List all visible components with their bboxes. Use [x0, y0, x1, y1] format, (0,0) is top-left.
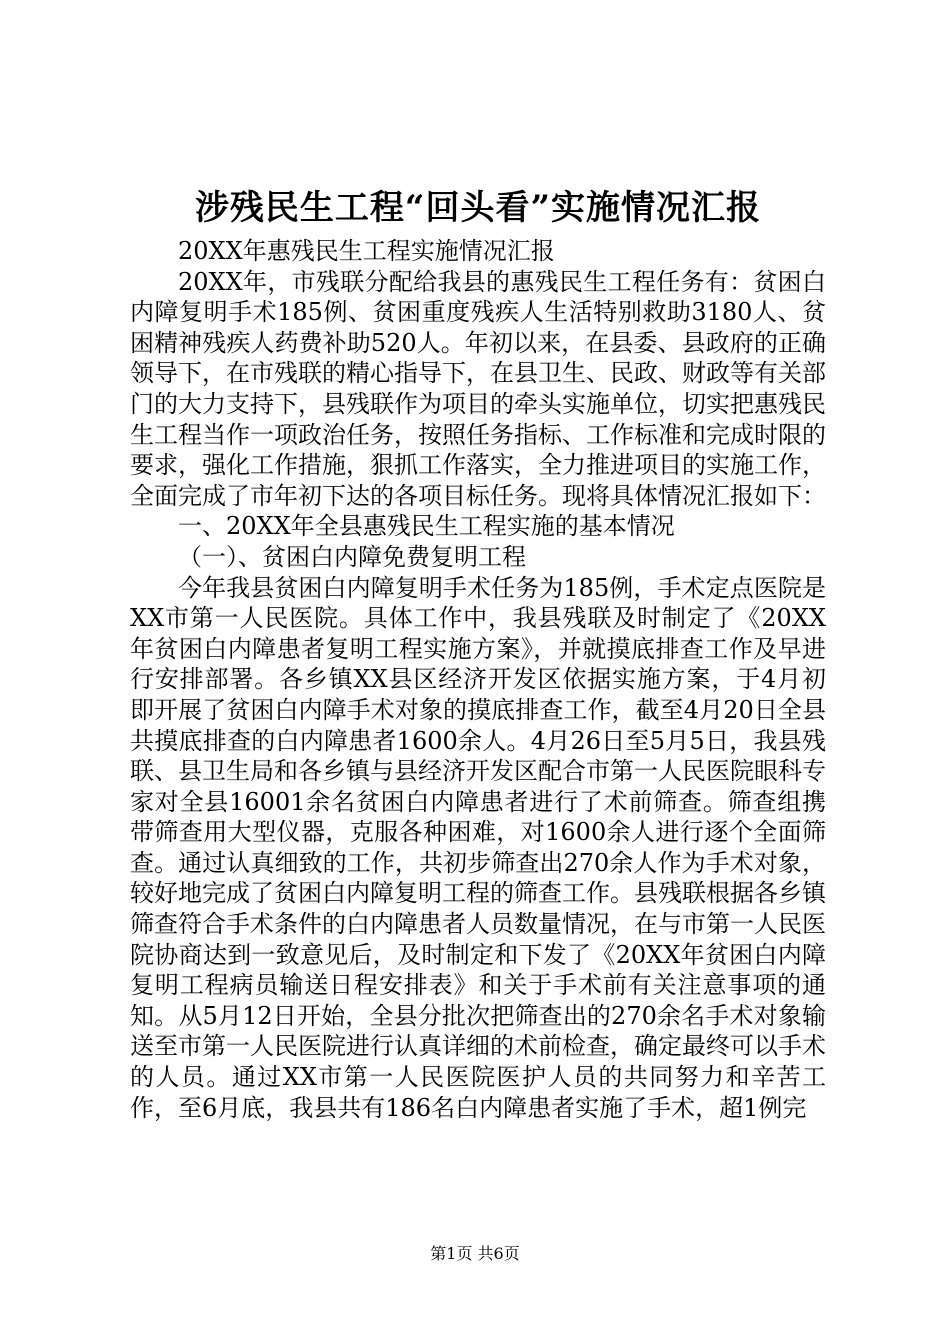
document-title: 涉残民生工程“回头看”实施情况汇报	[194, 188, 762, 228]
subsection-heading: （一）、贫困白内障免费复明工程	[178, 542, 526, 571]
section-heading: 一、20XX年全县惠残民生工程实施的基本情况	[178, 512, 675, 541]
subtitle-paragraph: 20XX年惠残民生工程实施情况汇报	[178, 237, 555, 265]
document-body	[130, 236, 826, 1123]
page-footer: 第1页 共6页	[430, 1244, 520, 1263]
cataract-paragraph: 今年我县贫困白内障复明手术任务为185例，手术定点医院是XX市第一人民医院。具体工作中，我县残联及时制定了《20XX年贫困白内障患者复明工程实施方案》，并就摸底排查工作及早进行安排部署。各乡镇XX县区经济开发区依据实施方案，于4月初即开展了贫困白内障手术对象的摸底排查工作，截至4月20日全县共摸底排查的白内障患者1600余人。4月26日至5月5日，我县残联、县卫生局和各乡镇与县经济开发区配合市第一人民医院眼科专家对全县16001余名贫困白内障患者进行了术前筛查。筛查组携带筛查用大型仪器，克服各种困难，对1600余人进行逐个全面筛查。通过认真细致的工作，共初步筛查出270余人作为手术对象，较好地完成了贫困白内障复明工程的筛查工作。县残联根据各乡镇筛查符合手术条件的白内障患者人员数量情况，在与市第一人民医院协商达到一致意见后，及时制定和下发了《20XX年贫困白内障复明工程病员输送日程安排表》和关于手术前有关注意事项的通知。从5月12日开始，全县分批次把筛查出的270余名手术对象输送至市第一人民医院进行认真详细的术前检查，确定最终可以手术的人员。通过XX市第一人民医院医护人员的共同努力和辛苦工作，至6月底，我县共有186名白内障患者实施了手术，超1例完	[130, 573, 826, 1122]
intro-paragraph: 20XX年，市残联分配给我县的惠残民生工程任务有：贫困白内障复明手术185例、贫困重度残疾人生活特别救助3180人、贫困精神残疾人药费补助520人。年初以来，在县委、县政府的正确领导下，在市残联的精心指导下，在县卫生、民政、财政等有关部门的大力支持下，县残联作为项目的牵头实施单位，切实把惠残民生工程当作一项政治任务，按照任务指标、工作标准和完成时限的要求，强化工作措施，狠抓工作落实，全力推进项目的实施工作，全面完成了市年初下达的各项目标任务。现将具体情况汇报如下：	[130, 267, 826, 510]
